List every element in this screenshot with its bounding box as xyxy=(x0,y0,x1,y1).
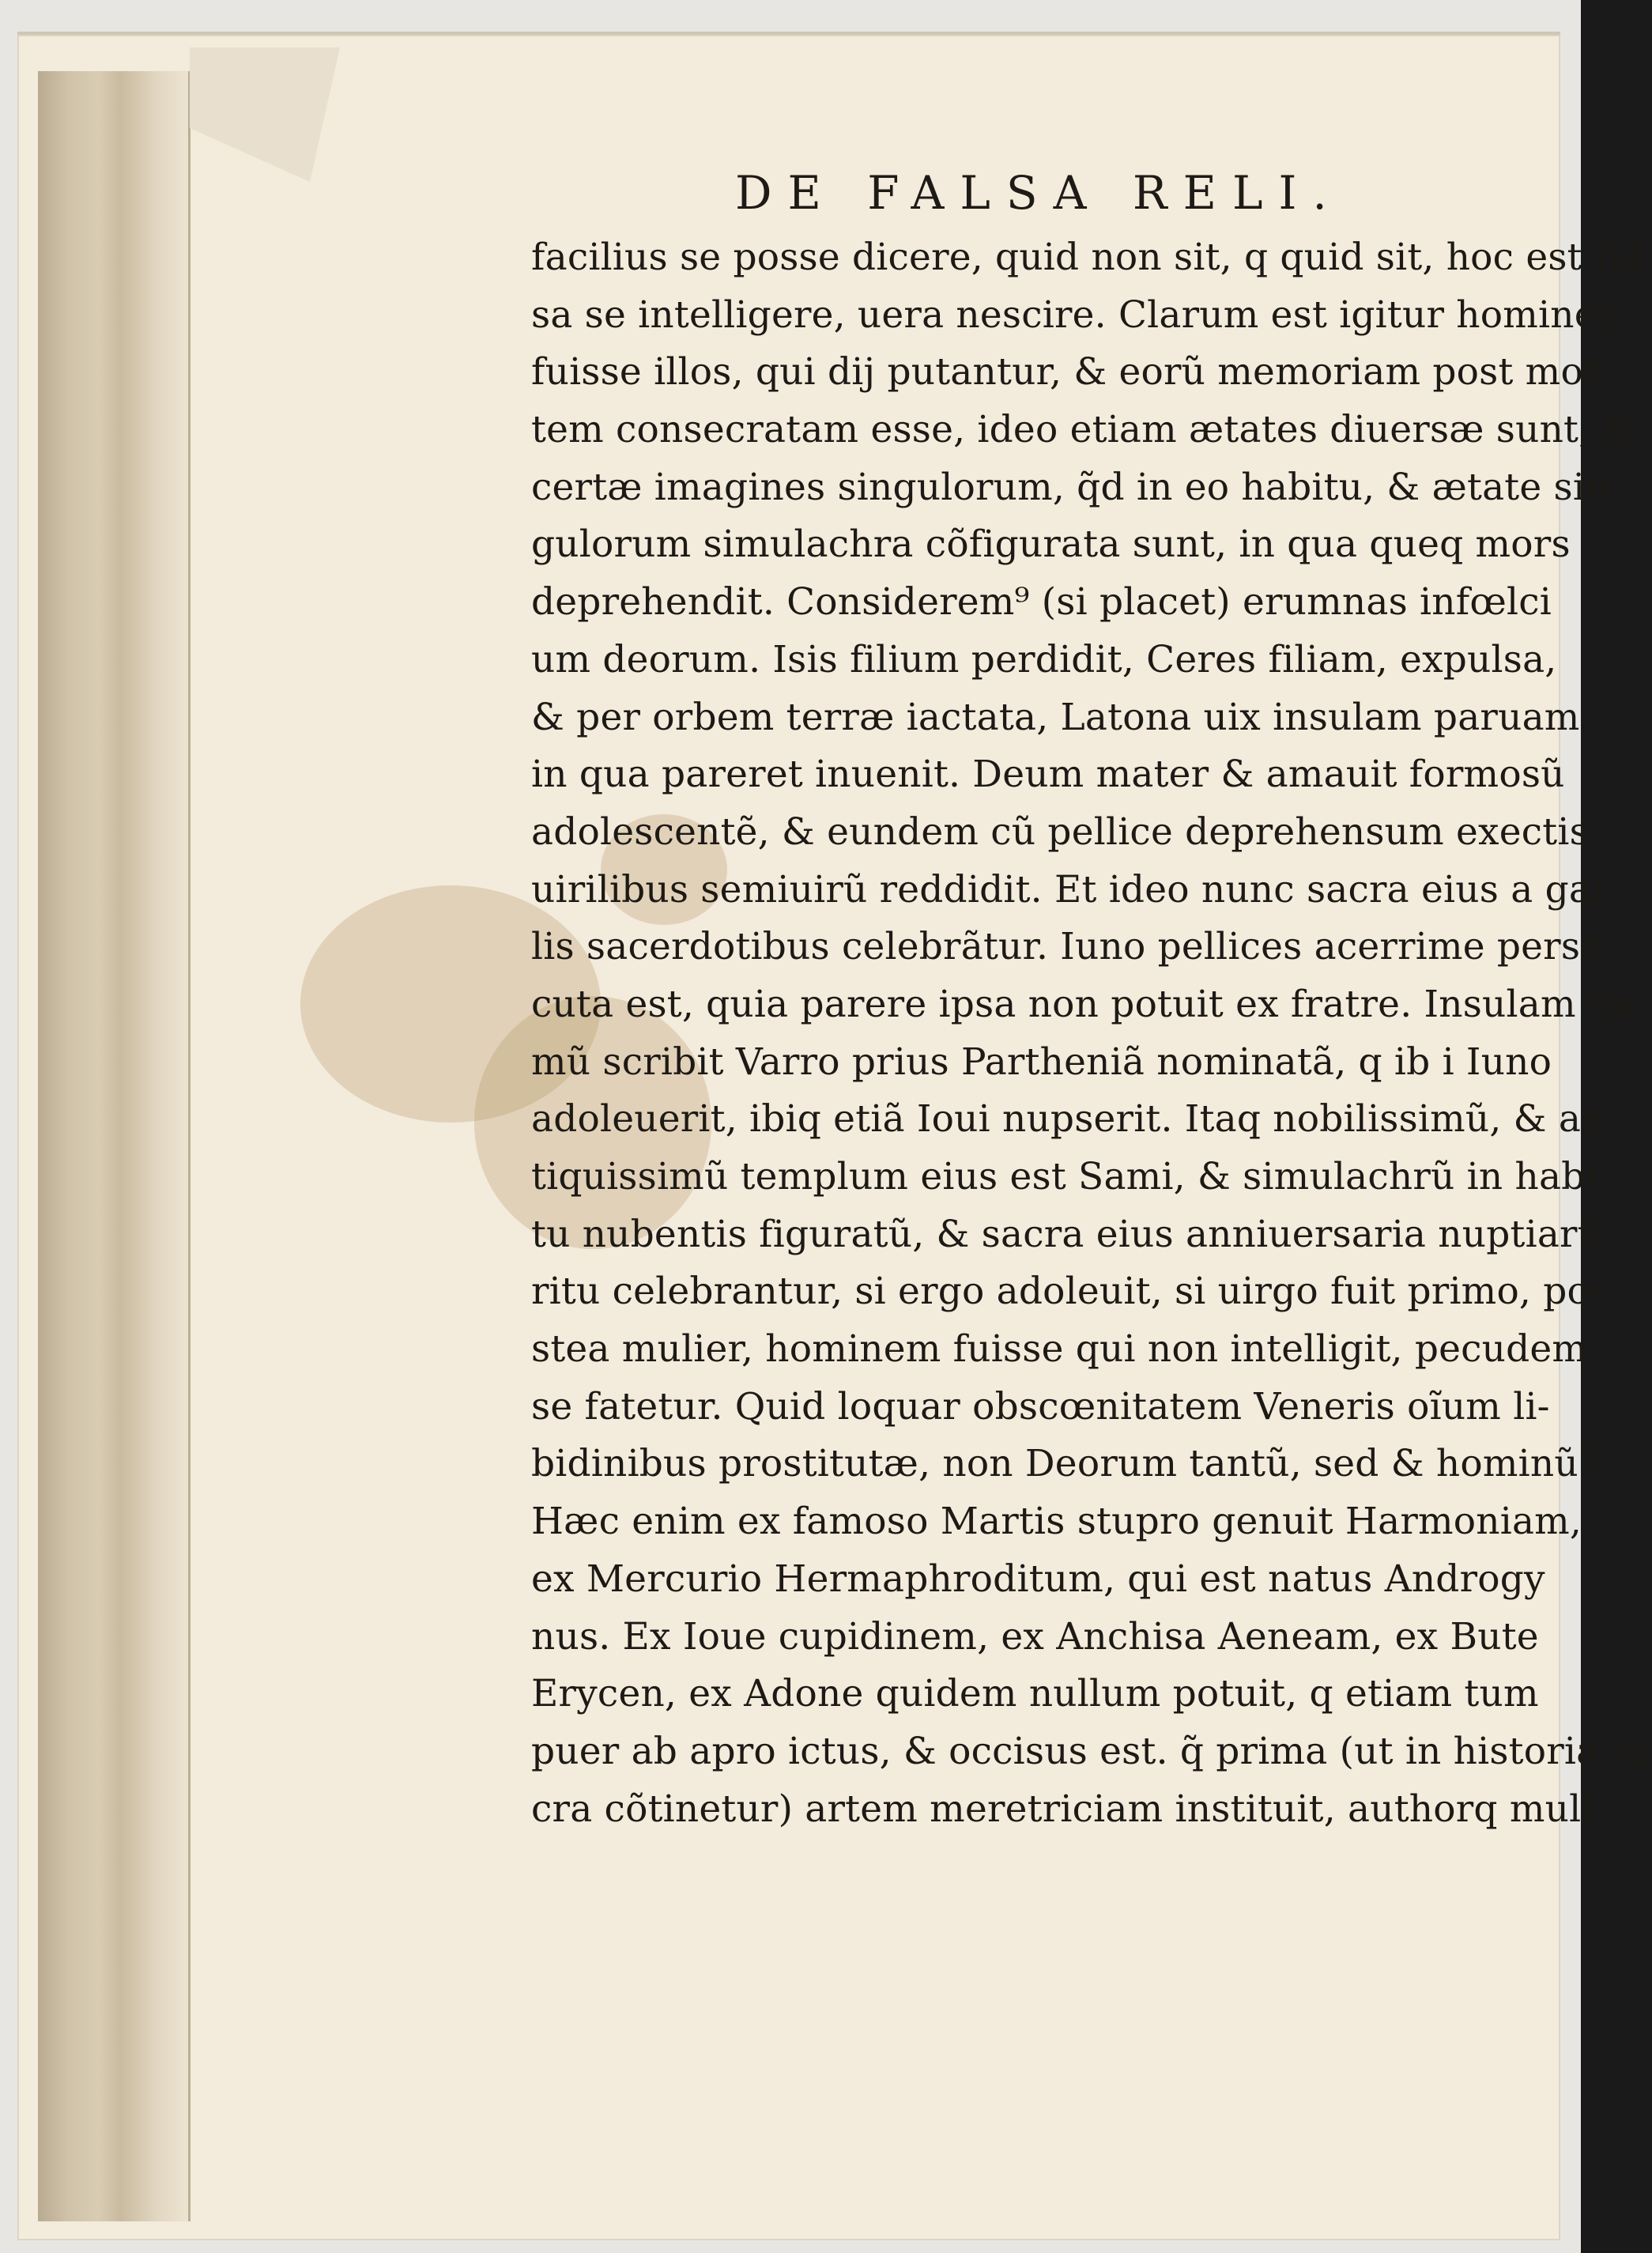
text-line: ex Mercurio Hermaphroditum, qui est natus Androgy xyxy=(531,1557,1545,1601)
text-line: & per orbem terræ iactata, Latona uix insulam paruam, xyxy=(531,695,1592,739)
running-head: DE FALSA RELI. xyxy=(735,166,1343,220)
text-line: mũ scribit Varro prius Partheniã nominatã, q ib i Iuno xyxy=(531,1040,1552,1084)
page-fore-edge xyxy=(38,71,190,2221)
text-line: tiquissimũ templum eius est Sami, & simulachrũ in habi xyxy=(531,1155,1597,1198)
text-line: nus. Ex Ioue cupidinem, ex Anchisa Aeneam, ex Bute xyxy=(531,1614,1539,1659)
text-line: sa se intelligere, uera nescire. Clarum est igitur homines xyxy=(531,292,1616,337)
text-line: Erycen, ex Adone quidem nullum potuit, q etiam tum xyxy=(531,1672,1539,1716)
text-block xyxy=(531,229,1652,1838)
text-line: ritu celebrantur, si ergo adoleuit, si uirgo fuit primo, po- xyxy=(531,1270,1603,1314)
text-line: facilius se posse dicere, quid non sit, q quid sit, hoc est fal xyxy=(531,236,1643,279)
text-line: puer ab apro ictus, & occisus est. q̃ prima (ut in historia sa xyxy=(531,1729,1652,1773)
text-line: Hæc enim ex famoso Martis stupro genuit Harmoniam, xyxy=(531,1500,1582,1544)
text-line: cra cõtinetur) artem meretriciam instituit, authorq muli xyxy=(531,1787,1594,1831)
text-line: um deorum. Isis filium perdidit, Ceres filiam, expulsa, xyxy=(531,637,1557,681)
text-line: in qua pareret inuenit. Deum mater & amauit formosũ xyxy=(531,753,1565,797)
text-line: bidinibus prostitutæ, non Deorum tantũ, sed & hominũ? xyxy=(531,1442,1599,1486)
text-line: tem consecratam esse, ideo etiam ætates diuersæ sunt, & xyxy=(531,408,1636,452)
text-line: tu nubentis figuratũ, & sacra eius anniuersaria nuptiarũ xyxy=(531,1212,1602,1256)
text-line: adolescentẽ, & eundem cũ pellice deprehensum exectis xyxy=(531,809,1589,854)
text-line: uirilibus semiuirũ reddidit. Et ideo nunc sacra eius a gal- xyxy=(531,867,1616,911)
text-line: certæ imagines singulorum, q̃d in eo habitu, & ætate sin- xyxy=(531,465,1622,509)
text-line: se fatetur. Quid loquar obscœnitatem Veneris oĩum li- xyxy=(531,1384,1550,1428)
text-line: lis sacerdotibus celebrãtur. Iuno pellices acerrime perse xyxy=(531,925,1603,969)
text-line: gulorum simulachra cõfigurata sunt, in qua queq mors xyxy=(531,523,1571,567)
text-line: fuisse illos, qui dij putantur, & eorũ memoriam post mor xyxy=(531,350,1601,394)
text-line: deprehendit. Considerem⁹ (si placet) erumnas infœlci xyxy=(531,580,1552,625)
text-line: cuta est, quia parere ipsa non potuit ex fratre. Insulam Sa xyxy=(531,982,1636,1026)
text-line: adoleuerit, ibiq etiã Ioui nupserit. Itaq nobilissimũ, & an xyxy=(531,1097,1605,1142)
text-line: stea mulier, hominem fuisse qui non intelligit, pecudem xyxy=(531,1327,1588,1372)
